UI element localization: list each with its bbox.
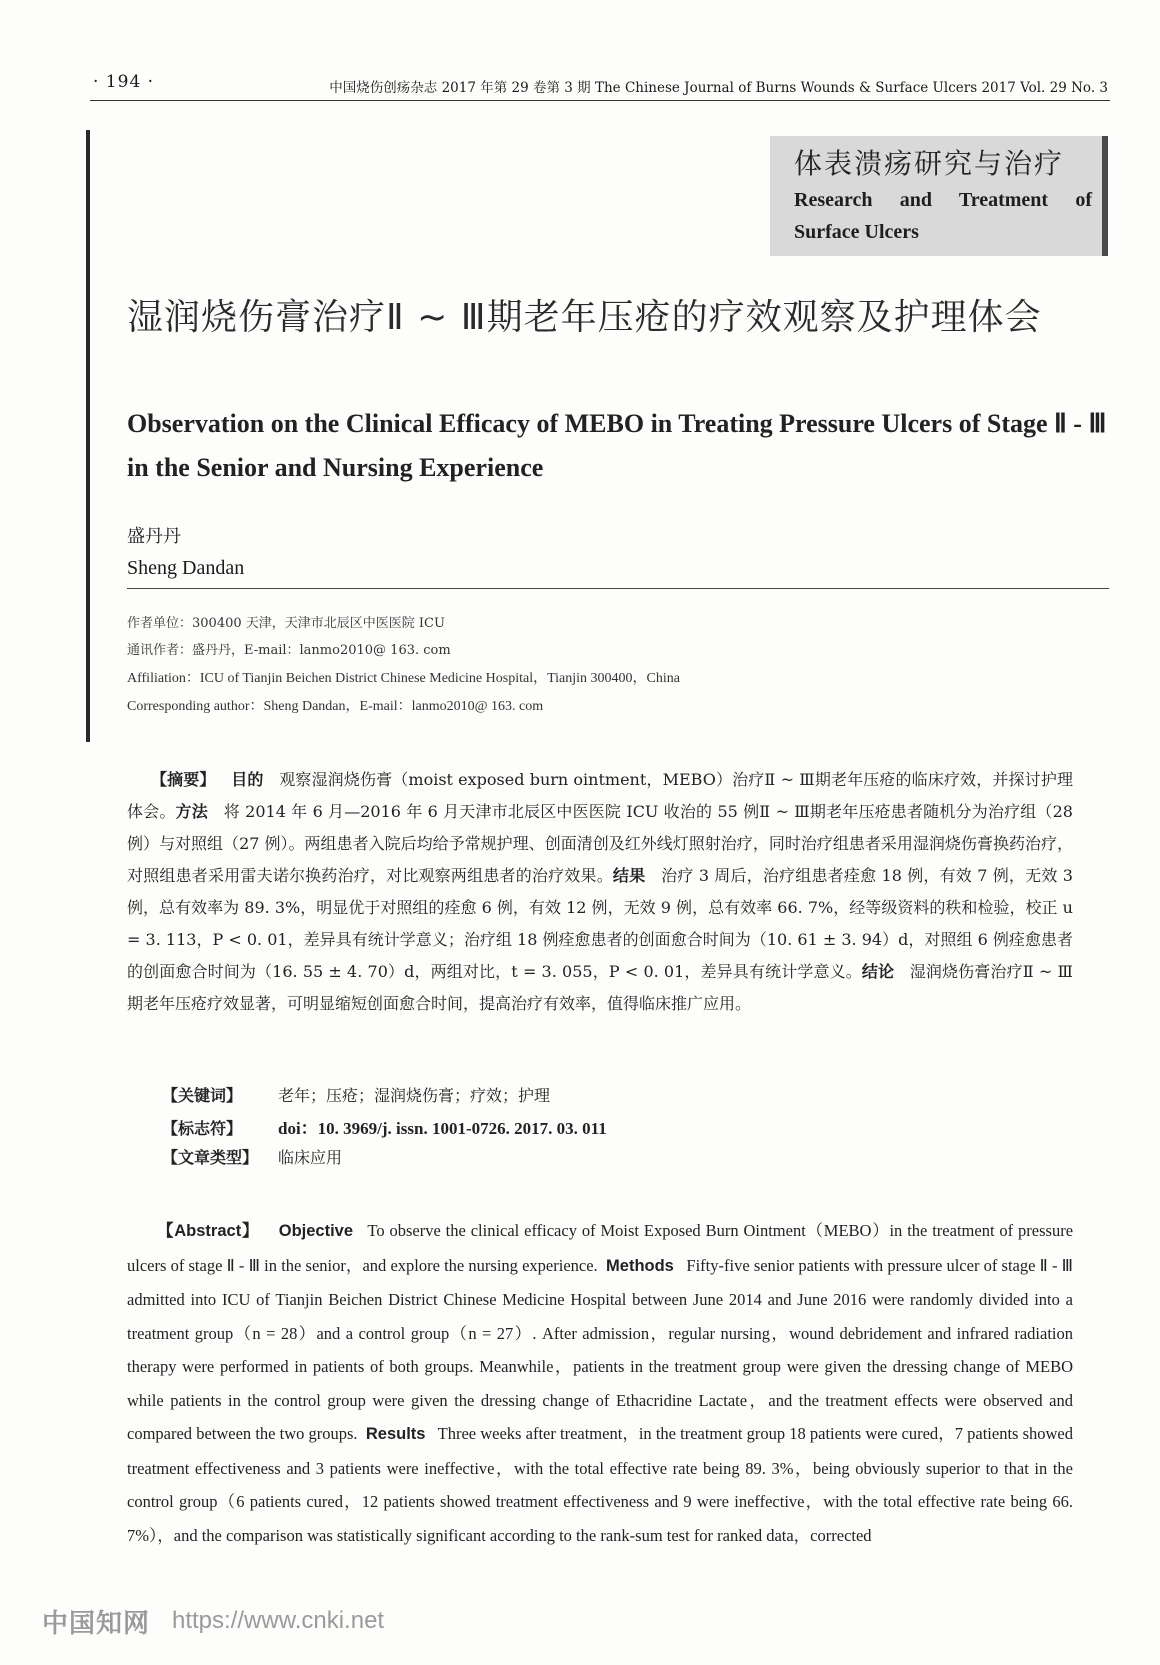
abstract-cn-objective: 观察湿润烧伤膏（moist exposed burn ointment，MEBO）治疗Ⅱ ~ Ⅲ期老年压疮的临床疗效，并探讨护理体会。 <box>127 770 1073 821</box>
abstract-cn-label: 【摘要】 <box>151 770 216 789</box>
keywords-value: 老年；压疮；湿润烧伤膏；疗效；护理 <box>278 1086 551 1105</box>
header-divider <box>90 100 1110 101</box>
affiliation-cn: 作者单位：300400 天津，天津市北辰区中医医院 ICU <box>127 616 445 631</box>
abstract-en-objective-label: Objective <box>278 1222 354 1240</box>
abstract-cn-methods: 将 2014 年 6 月—2016 年 6 月天津市北辰区中医医院 ICU 收治的 55 例Ⅱ ~ Ⅲ期老年压疮患者随机分为治疗组（28 例）与对照组（27 例）。两组患者入院后均给予常规护理、创面清创及红外线灯照射治疗，同时治疗组患者采用湿润烧伤膏换药治疗，对照组患者采用雷夫诺尔换药治疗，对比观察两组患者的治疗效果。 <box>127 802 1073 885</box>
article-type-row <box>162 1145 342 1168</box>
section-title-cn: 体表溃疡研究与治疗 <box>794 147 1065 180</box>
doi-row <box>162 1114 607 1139</box>
corresponding-author-cn: 通讯作者：盛丹丹，E-mail：lanmo2010@ 163. com <box>127 643 451 658</box>
abstract-cn-results-label: 结果 <box>612 866 646 885</box>
abstract-cn-objective-label: 目的 <box>231 770 264 789</box>
cnki-watermark-url: https://www.cnki.net <box>172 1607 385 1634</box>
abstract-cn-methods-label: 方法 <box>175 802 208 821</box>
doi-value: doi：10. 3969/j. issn. 1001-0726. 2017. 03. 011 <box>278 1119 607 1138</box>
journal-header: 中国烧伤创疡杂志 2017 年第 29 卷第 3 期 The Chinese Journal of Burns Wounds & Surface Ulcers 2017 Vol. 29 No. 3 <box>329 80 1108 96</box>
keywords-row <box>162 1083 550 1106</box>
author-divider <box>127 588 1109 589</box>
affiliation-en: Affiliation：ICU of Tianjin Beichen District Chinese Medicine Hospital，Tianjin 300400，China <box>127 671 680 686</box>
abstract-cn-conclusion-label: 结论 <box>861 962 895 981</box>
keywords-label: 【关键词】 <box>162 1086 243 1105</box>
author-name-cn: 盛丹丹 <box>127 526 181 547</box>
abstract-en-methods: Fifty-five senior patients with pressure ulcer of stage Ⅱ - Ⅲ admitted into ICU of Tianjin Beichen District Chinese Medicine Hospital between June 2014 and June 2016 were randomly divided into a treatment group（n = 28）and a control group（n = 27）. After admission，regular nursing，wound debridement and infrared radiation therapy were performed in patients of both groups. Meanwhile，patients in the treatment group were given the dressing change of MEBO while patients in the control group were given the dressing change of Ethacridine Lactate，and the treatment effects were observed and compared between the two groups. <box>127 1255 1074 1443</box>
abstract-cn-results: 治疗 3 周后，治疗组患者痊愈 18 例，有效 7 例，无效 3 例，总有效率为 89. 3%，明显优于对照组的痊愈 6 例，有效 12 例，无效 9 例，总有效率 66. 7%，经等级资料的秩和检验，校正 u = 3. 113，P < 0. 01，差异具有统计学意义；治疗组 18 例痊愈患者的创面愈合时间为（10. 61 ± 3. 94）d，对照组 6 例痊愈患者的创面愈合时间为（16. 55 ± 4. 70）d，两组对比，t = 3. 055，P < 0. 01，差异具有统计学意义。 <box>127 866 1073 981</box>
abstract-en-results: Three weeks after treatment，in the treatment group 18 patients were cured，7 patients showed treatment effectiveness and 3 patients were ineffective，with the total effective rate being 89. 3%，being obviously superior to that in the control group（6 patients cured，12 patients showed treatment effectiveness and 9 were ineffective，with the total effective rate being 66. 7%），and the comparison was statistically significant according to the rank-sum test for ranked data，corrected <box>127 1424 1074 1545</box>
doi-label: 【标志符】 <box>162 1119 243 1138</box>
abstract-cn <box>127 764 1073 1020</box>
corresponding-author-en: Corresponding author：Sheng Dandan，E-mail：lanmo2010@ 163. com <box>127 699 544 714</box>
article-title-en: Observation on the Clinical Efficacy of MEBO in Treating Pressure Ulcers of Stage Ⅱ - Ⅲ in the Senior and Nursing Experience <box>127 409 1107 482</box>
article-title-cn: 湿润烧伤膏治疗Ⅱ ~ Ⅲ期老年压疮的疗效观察及护理体会 <box>127 297 1042 338</box>
abstract-en-label: 【Abstract】 <box>157 1222 260 1240</box>
article-type-value: 临床应用 <box>278 1148 343 1167</box>
article-type-label: 【文章类型】 <box>162 1148 259 1167</box>
abstract-en <box>127 1214 1073 1552</box>
abstract-en-results-label: Results <box>365 1425 426 1443</box>
abstract-en-objective: To observe the clinical efficacy of Moist Exposed Burn Ointment（MEBO）in the treatment of pressure ulcers of stage Ⅱ - Ⅲ in the senior，and explore the nursing experience. <box>127 1221 1074 1275</box>
cnki-watermark-logo: 中国知网 <box>42 1609 151 1639</box>
section-label-box <box>770 136 1108 256</box>
abstract-en-methods-label: Methods <box>606 1256 674 1275</box>
left-accent-bar <box>86 130 90 742</box>
section-title-en-line2: Surface Ulcers <box>794 221 919 243</box>
author-name-en: Sheng Dandan <box>127 557 245 579</box>
page-number: · 194 · <box>93 72 155 92</box>
abstract-cn-conclusion: 湿润烧伤膏治疗Ⅱ ~ Ⅲ期老年压疮疗效显著，可明显缩短创面愈合时间，提高治疗有效率，值得临床推广应用。 <box>127 962 1073 1013</box>
section-title-en-line1: Research and Treatment of <box>794 189 1092 211</box>
